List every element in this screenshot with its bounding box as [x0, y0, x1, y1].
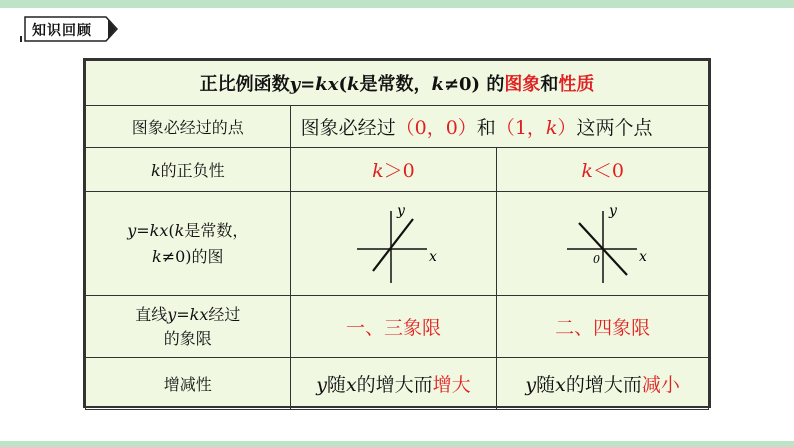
monotonic-positive: y随x的增大而增大	[290, 358, 497, 410]
row-value-points: 图象必经过（0，0）和（1，k）这两个点	[290, 106, 708, 148]
table-row	[86, 358, 709, 410]
row-label-graph: y=kx(k是常数， k≠0)的图	[86, 192, 291, 296]
top-decor-bar	[0, 0, 794, 8]
y-axis-label: y	[608, 202, 617, 219]
row-label-quadrant: 直线y=kx经过 的象限	[86, 296, 291, 358]
sign-positive: k＞0	[290, 148, 497, 192]
bottom-decor-bar	[0, 441, 794, 447]
line-positive-slope	[373, 219, 413, 271]
graph-positive	[343, 199, 443, 289]
table-row	[86, 296, 709, 358]
quadrant-positive: 一、三象限	[290, 296, 497, 358]
monotonic-negative: y随x的增大而减小	[497, 358, 709, 410]
quadrant-negative: 二、四象限	[497, 296, 709, 358]
properties-table	[83, 58, 711, 408]
sign-negative: k＜0	[497, 148, 709, 192]
table-row	[86, 192, 709, 296]
row-label-sign: k的正负性	[86, 148, 291, 192]
graph-negative	[553, 199, 653, 289]
row-label-monotonic: 增减性	[86, 358, 291, 410]
table-title: 正比例函数y=kx(k是常数，k≠0) 的图象和性质	[86, 61, 709, 106]
section-badge	[24, 16, 118, 42]
table-row	[86, 106, 709, 148]
row-label-points: 图象必经过的点	[86, 106, 291, 148]
graph-positive-cell	[290, 192, 497, 296]
badge-label: 知识回顾	[32, 23, 92, 39]
y-axis-label: y	[397, 202, 406, 219]
table-row	[86, 148, 709, 192]
x-axis-label: x	[429, 248, 438, 265]
graph-negative-cell	[497, 192, 709, 296]
origin-label: 0	[592, 252, 600, 266]
left-frame-line	[20, 36, 22, 42]
table-title-row	[86, 61, 709, 106]
x-axis-label: x	[638, 248, 647, 265]
